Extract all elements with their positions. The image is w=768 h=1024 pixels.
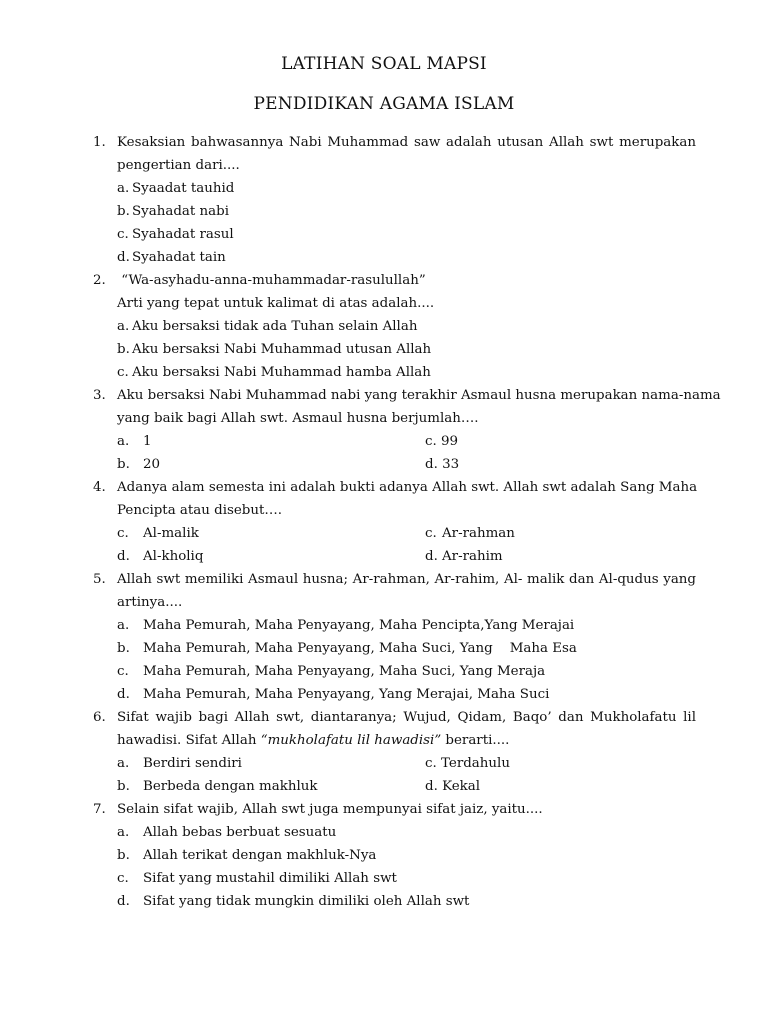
option-text: Maha Pemurah, Maha Penyayang, Maha Suci, Yang Maha Esa xyxy=(143,641,577,656)
option-text: 1 xyxy=(143,434,152,449)
question-text: Pencipta atau disebut…. xyxy=(117,503,283,518)
question-6 xyxy=(0,706,768,729)
option-letter: b. xyxy=(117,848,130,863)
question-1 xyxy=(0,131,768,154)
question-4 xyxy=(0,476,768,499)
option-row xyxy=(0,545,768,568)
question-7 xyxy=(0,798,768,821)
option-letter: c. xyxy=(117,526,129,541)
option-letter: d. xyxy=(117,549,130,564)
question-text: Sifat wajib bagi Allah swt, diantaranya; Wujud, Qidam, Baqo’ dan Mukholafatu lil xyxy=(117,710,696,725)
question-text: Kesaksian bahwasannya Nabi Muhammad saw adalah utusan Allah swt merupakan xyxy=(117,135,696,150)
question-text: Allah swt memiliki Asmaul husna; Ar-rahman, Ar-rahim, Al- malik dan Al-qudus yang xyxy=(117,572,696,587)
option-text: Berbeda dengan makhluk xyxy=(143,779,318,794)
option-text: Al-kholiq xyxy=(143,549,204,564)
option-text: Allah terikat dengan makhluk-Nya xyxy=(143,848,377,863)
option-letter: a. xyxy=(117,618,130,633)
question-2 xyxy=(0,269,768,292)
question-text: “Wa-asyhadu-anna-muhammadar-rasulullah” xyxy=(117,273,426,288)
question-number: 3. xyxy=(93,388,106,403)
option-text: Syahadat rasul xyxy=(132,227,234,242)
question-number: 7. xyxy=(93,802,106,817)
option-a xyxy=(0,821,768,844)
option-letter: a. xyxy=(117,434,130,449)
option-letter: d. xyxy=(117,894,130,909)
option-text: d. 33 xyxy=(425,457,460,472)
question-text: Arti yang tepat untuk kalimat di atas adalah.... xyxy=(117,296,435,311)
option-b xyxy=(0,637,768,660)
question-text: hawadisi. Sifat Allah xyxy=(117,733,261,748)
option-text: Ar-rahim xyxy=(442,549,503,564)
option-row xyxy=(0,775,768,798)
option-row xyxy=(0,522,768,545)
question-number: 2. xyxy=(93,273,106,288)
option-letter: d. xyxy=(117,250,130,265)
page-title: LATIHAN SOAL MAPSI xyxy=(281,54,487,74)
option-text: Allah bebas berbuat sesuatu xyxy=(143,825,337,840)
option-text: Al-malik xyxy=(143,526,199,541)
option-text: Aku bersaksi Nabi Muhammad hamba Allah xyxy=(132,365,431,380)
option-letter: c. xyxy=(117,664,129,679)
option-c xyxy=(0,867,768,890)
option-text: Aku bersaksi tidak ada Tuhan selain Allah xyxy=(132,319,418,334)
option-text: Maha Pemurah, Maha Penyayang, Maha Suci, Yang Meraja xyxy=(143,664,546,679)
option-text: Maha Pemurah, Maha Penyayang, Yang Merajai, Maha Suci xyxy=(143,687,550,702)
option-text: Syaadat tauhid xyxy=(132,181,235,196)
option-letter: b. xyxy=(117,342,130,357)
question-term: “mukholafatu lil hawadisi” xyxy=(260,733,442,748)
option-a xyxy=(0,177,768,200)
option-c xyxy=(0,660,768,683)
question-number: 6. xyxy=(93,710,106,725)
question-3 xyxy=(0,384,768,407)
option-d xyxy=(0,890,768,913)
option-text: 20 xyxy=(143,457,161,472)
question-text: Selain sifat wajib, Allah swt juga mempunyai sifat jaiz, yaitu.... xyxy=(117,802,543,817)
option-letter: a. xyxy=(117,181,130,196)
question-5 xyxy=(0,568,768,591)
option-letter: c. xyxy=(117,871,129,886)
page-subtitle: PENDIDIKAN AGAMA ISLAM xyxy=(253,94,515,114)
option-letter: b. xyxy=(117,779,130,794)
question-number: 5. xyxy=(93,572,106,587)
option-a xyxy=(0,614,768,637)
option-d xyxy=(0,683,768,706)
option-text: Aku bersaksi Nabi Muhammad utusan Allah xyxy=(132,342,432,357)
option-letter: c. xyxy=(117,365,129,380)
option-text: d. Kekal xyxy=(425,779,481,794)
option-row xyxy=(0,430,768,453)
question-list xyxy=(0,131,768,913)
option-text: Sifat yang mustahil dimiliki Allah swt xyxy=(143,871,397,886)
option-letter: b. xyxy=(117,457,130,472)
option-letter: a. xyxy=(117,319,130,334)
option-text: Maha Pemurah, Maha Penyayang, Maha Pencipta,Yang Merajai xyxy=(143,618,575,633)
option-b xyxy=(0,844,768,867)
option-a xyxy=(0,315,768,338)
option-c xyxy=(0,361,768,384)
option-letter: b. xyxy=(117,641,130,656)
option-b xyxy=(0,338,768,361)
question-number: 1. xyxy=(93,135,106,150)
question-text: yang baik bagi Allah swt. Asmaul husna berjumlah…. xyxy=(117,411,479,426)
option-letter: c. xyxy=(425,526,437,541)
question-text: pengertian dari.... xyxy=(117,158,240,173)
option-text: Berdiri sendiri xyxy=(143,756,242,771)
option-row xyxy=(0,453,768,476)
option-b xyxy=(0,200,768,223)
option-row xyxy=(0,752,768,775)
option-text: c. Terdahulu xyxy=(425,756,510,771)
question-text: berarti.... xyxy=(441,733,510,748)
option-text: Syahadat tain xyxy=(132,250,226,265)
option-letter: a. xyxy=(117,825,130,840)
option-letter: c. xyxy=(117,227,129,242)
option-text: c. 99 xyxy=(425,434,459,449)
option-letter: d. xyxy=(117,687,130,702)
option-c xyxy=(0,223,768,246)
option-text: Ar-rahman xyxy=(442,526,515,541)
question-text: Adanya alam semesta ini adalah bukti adanya Allah swt. Allah swt adalah Sang Maha xyxy=(117,480,698,495)
option-letter: d. xyxy=(425,549,438,564)
option-letter: a. xyxy=(117,756,130,771)
option-text: Syahadat nabi xyxy=(132,204,229,219)
option-letter: b. xyxy=(117,204,130,219)
question-number: 4. xyxy=(93,480,106,495)
question-text: Aku bersaksi Nabi Muhammad nabi yang terakhir Asmaul husna merupakan nama-nama xyxy=(117,388,721,403)
option-text: Sifat yang tidak mungkin dimiliki oleh Allah swt xyxy=(143,894,470,909)
option-d xyxy=(0,246,768,269)
question-text: artinya.... xyxy=(117,595,183,610)
